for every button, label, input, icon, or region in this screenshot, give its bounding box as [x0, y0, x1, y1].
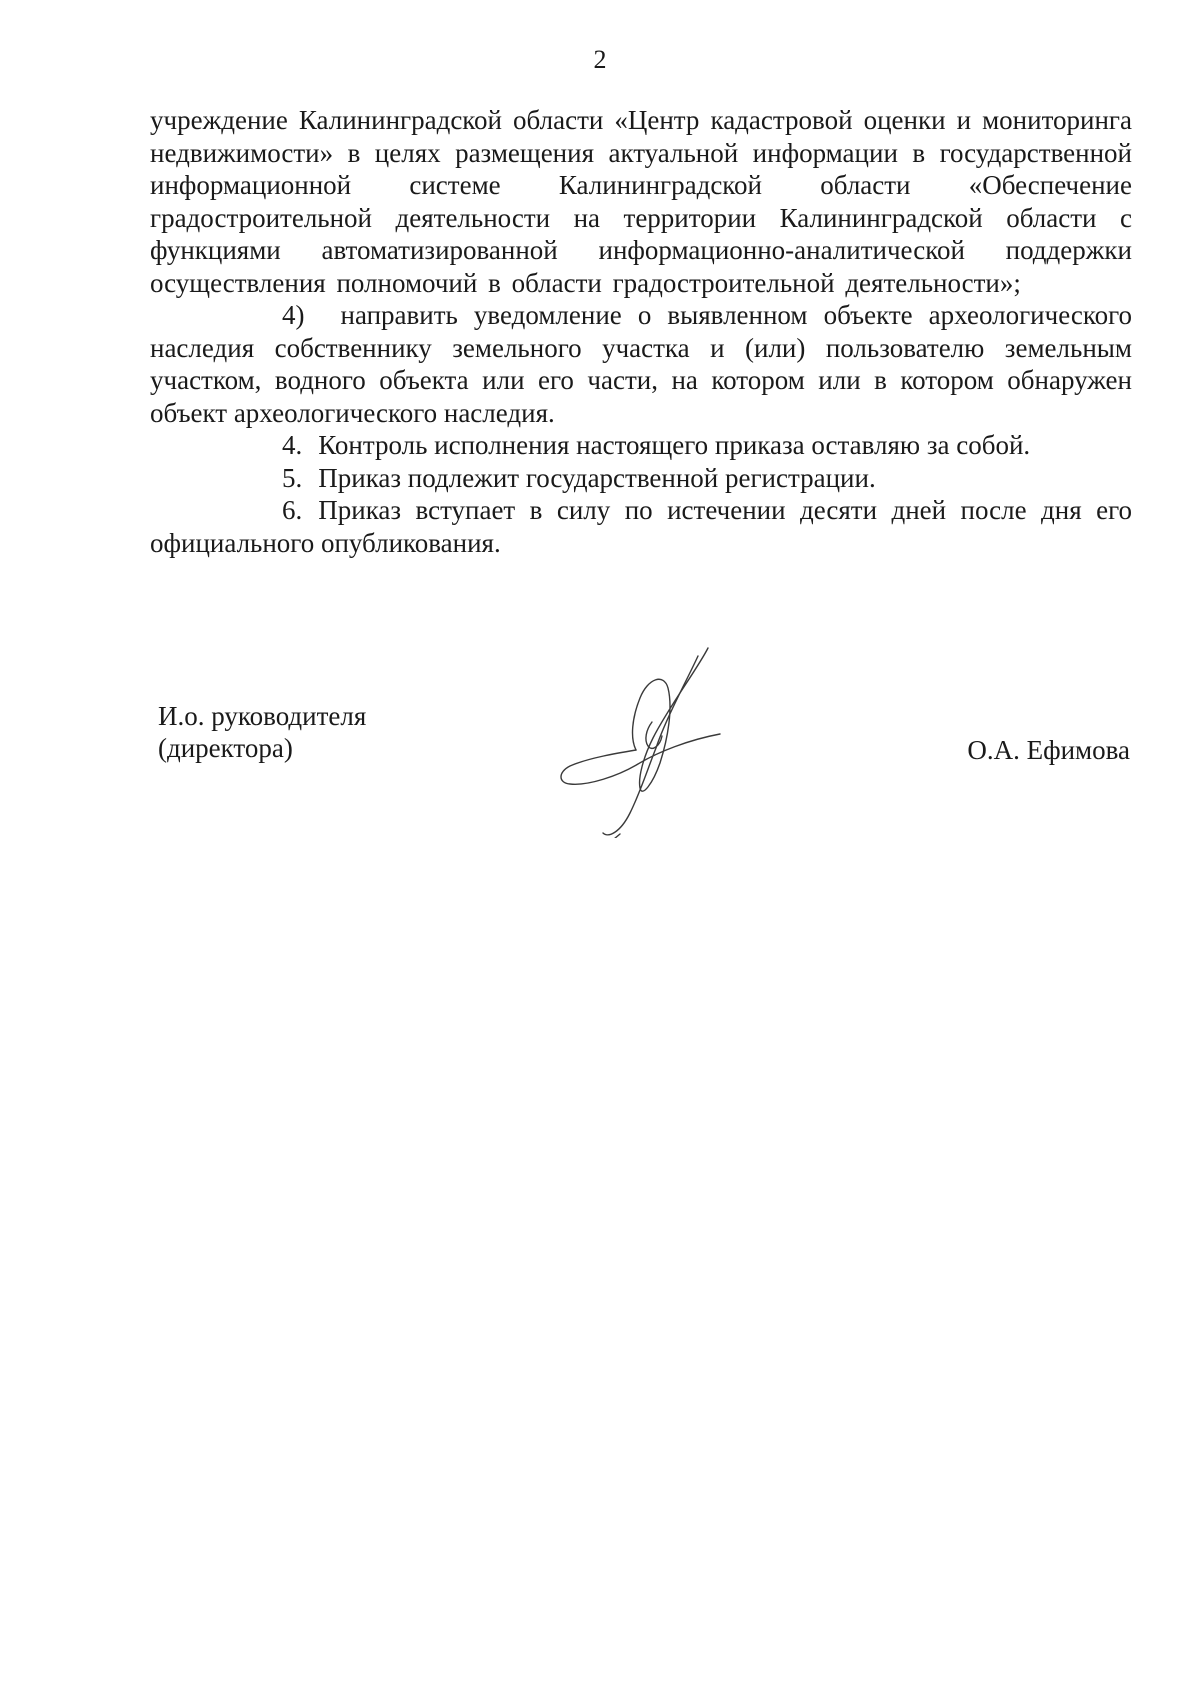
item-4: [150, 429, 1132, 462]
item-5-number: 5.: [282, 462, 303, 493]
subitem-4-text: направить уведомление о выявленном объекте археологического наследия собственнику земельного участка и (или) пользователю земельным участком, водного объекта или его части, на котором или в котором обнаружен объект археологического наследия.: [150, 300, 1132, 428]
page-number: 2: [593, 45, 607, 74]
item-5: [150, 462, 1132, 495]
signer-title-line2: (директора): [158, 733, 293, 763]
paragraph-continuation: учреждение Калининградской области «Центр кадастровой оценки и мониторинга недвижимости» в целях размещения актуальной информации в государственной информационной системе Калининградской области «Обеспечение градостроительной деятельности на территории Калининградской области с функциями автоматизированной информационно-аналитической поддержки осуществления полномочий в области градостроительной деятельности»;: [150, 105, 1132, 298]
item-6-text: Приказ вступает в силу по истечении десяти дней после дня его официального опубликования.: [150, 495, 1132, 558]
handwritten-signature-icon: [548, 638, 748, 838]
item-6: [150, 494, 1132, 559]
signature-block: [0, 700, 1200, 820]
subitem-4-number: 4): [282, 300, 305, 330]
item-4-text: Контроль исполнения настоящего приказа оставляю за собой.: [318, 430, 1031, 460]
document-body: [150, 104, 1132, 559]
signer-name: О.А. Ефимова: [967, 735, 1130, 765]
subitem-4: [150, 299, 1132, 429]
signer-title: [158, 700, 366, 764]
signer-title-line1: И.о. руководителя: [158, 701, 367, 731]
item-4-number: 4.: [282, 430, 303, 460]
item-5-text: Приказ подлежит государственной регистрации.: [318, 462, 876, 493]
item-6-number: 6.: [282, 495, 303, 525]
